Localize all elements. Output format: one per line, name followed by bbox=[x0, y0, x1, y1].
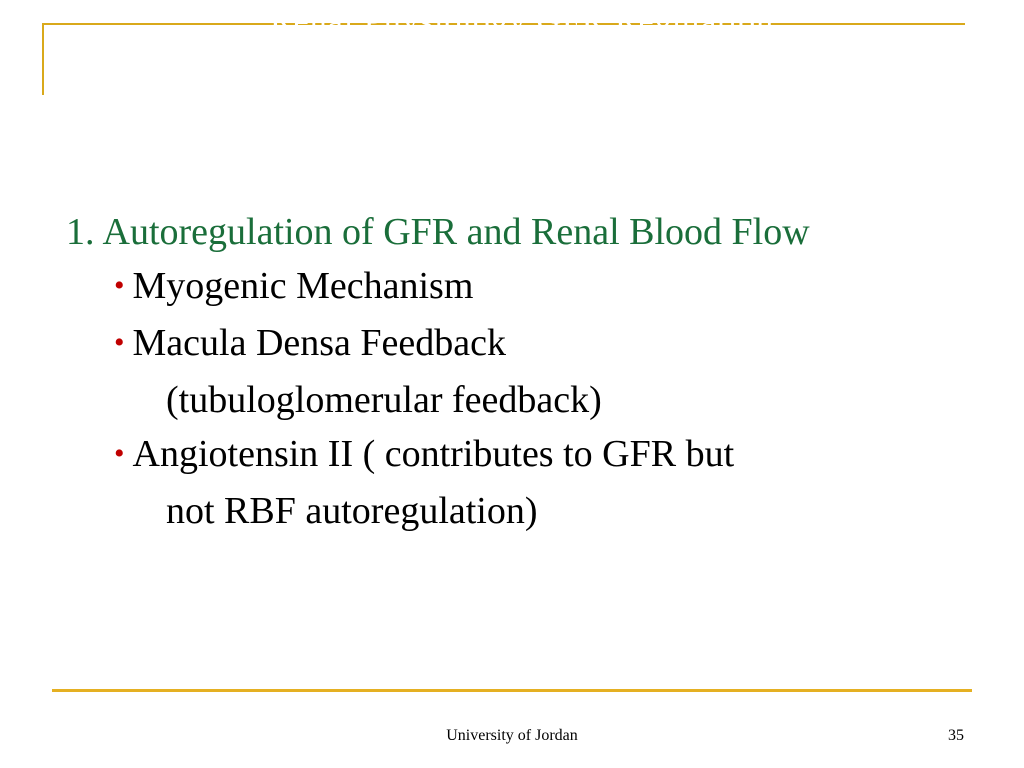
bullet-continuation: (tubuloglomerular feedback) bbox=[166, 379, 602, 421]
frame-left-rule bbox=[42, 23, 44, 95]
page-number: 35 bbox=[948, 727, 964, 744]
bullet-marker: • bbox=[114, 437, 125, 470]
bullet-marker: • bbox=[114, 269, 125, 302]
footer-rule bbox=[52, 689, 972, 692]
slide-title: Renal Physiology GFR Regulation bbox=[270, 3, 775, 40]
bullet-text: Angiotensin II ( contributes to GFR but bbox=[132, 433, 735, 475]
bullet-item-myogenic bbox=[66, 259, 986, 316]
footer-institution: University of Jordan bbox=[446, 727, 578, 744]
bullet-item-angiotensin bbox=[66, 427, 986, 484]
bullet-item-macula-densa bbox=[66, 316, 986, 373]
heading-number: 1. bbox=[66, 211, 95, 253]
bullet-text: Macula Densa Feedback bbox=[132, 322, 507, 364]
main-heading bbox=[66, 205, 986, 259]
bullet-marker: • bbox=[114, 326, 125, 359]
slide-content bbox=[66, 205, 986, 538]
bullet-continuation: not RBF autoregulation) bbox=[166, 490, 538, 532]
bullet-text: Myogenic Mechanism bbox=[132, 265, 474, 307]
heading-text: Autoregulation of GFR and Renal Blood Flow bbox=[102, 211, 810, 253]
